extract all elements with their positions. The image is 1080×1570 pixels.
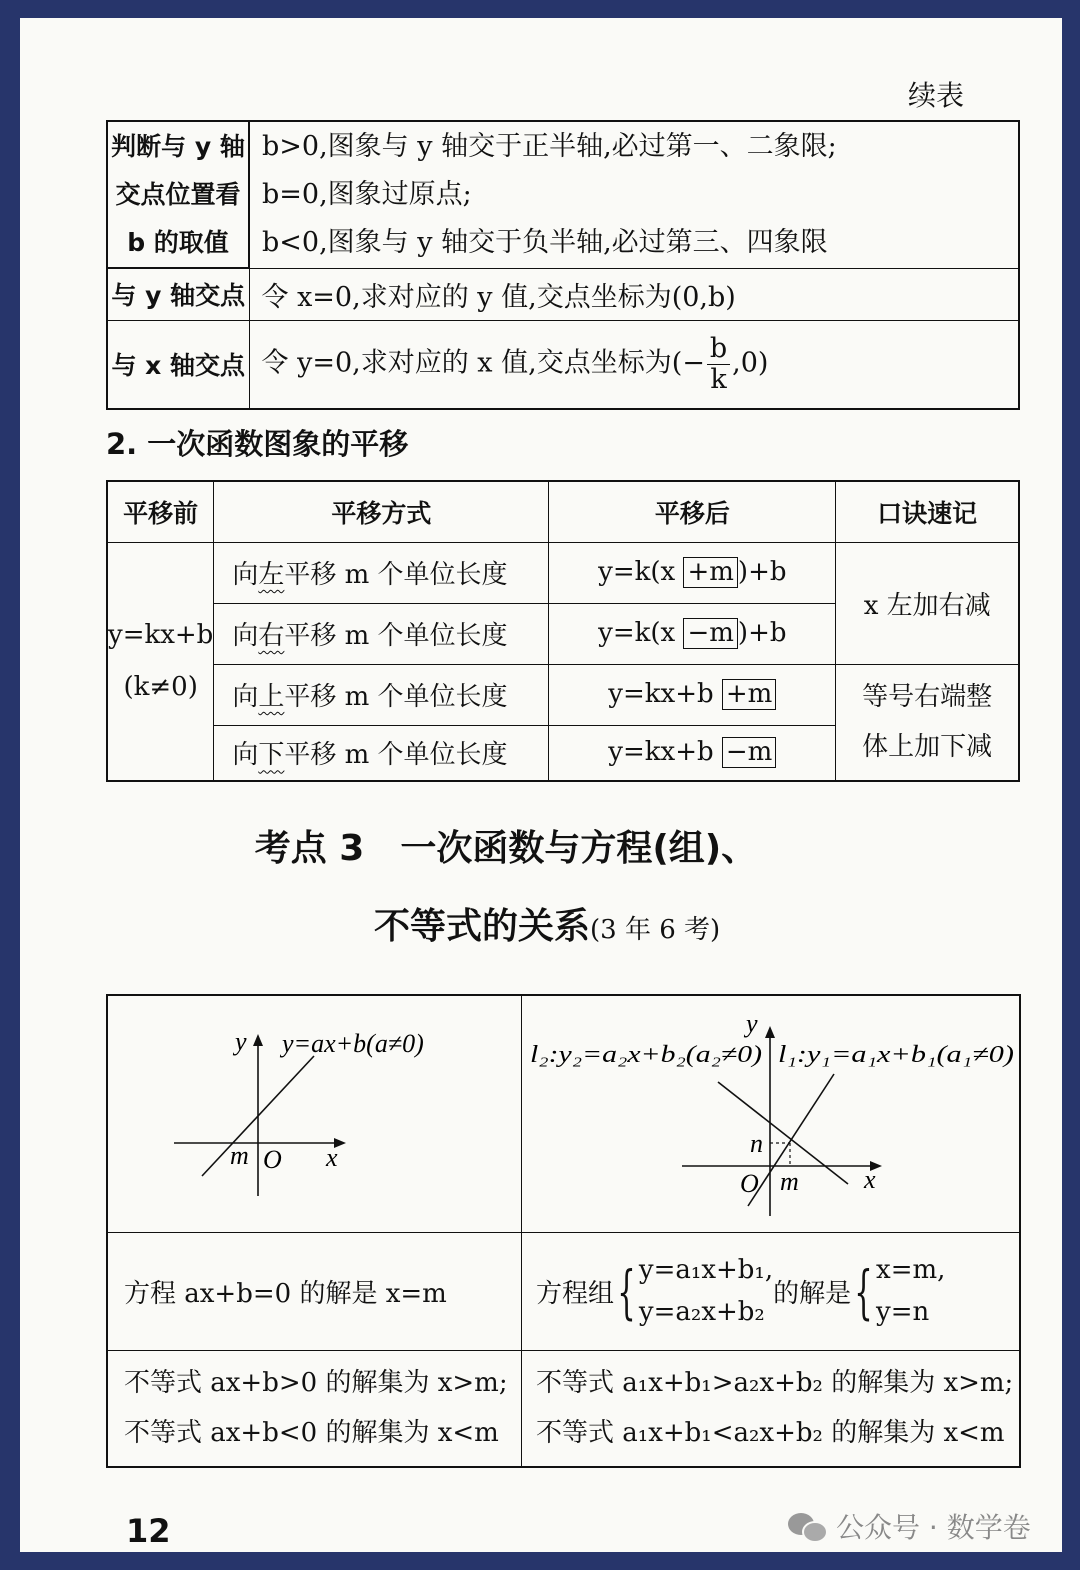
equation-text: 的解是 <box>773 1279 852 1309</box>
wechat-icon <box>788 1511 828 1541</box>
title-note: (3 年 6 考) <box>590 915 721 945</box>
method-up <box>214 664 549 725</box>
content-text: ,0) <box>732 347 769 379</box>
fraction-denominator: k <box>710 363 727 395</box>
system-eq2: y=a₂x+b₂ <box>638 1296 765 1327</box>
direction-word: 左 <box>258 560 285 590</box>
table-translation <box>106 480 1020 782</box>
content-line: b>0,图象与 y 轴交于正半轴,必过第一、二象限; <box>262 130 837 162</box>
boxed-term: +m <box>722 679 776 710</box>
mnemonic-line: 等号右端整 <box>862 682 993 713</box>
left-brace: { <box>854 1257 873 1326</box>
method-text: 向 <box>232 560 259 590</box>
inequality-line: 不等式 a₁x+b₁>a₂x+b₂ 的解集为 x>m; <box>536 1368 1014 1399</box>
direction-word: 下 <box>258 740 285 771</box>
method-text: 向 <box>232 682 259 712</box>
system-eq1: y=a₁x+b₁, <box>638 1254 774 1285</box>
equation-text: 方程组 <box>536 1279 615 1309</box>
before-formula <box>107 542 214 781</box>
method-left <box>214 542 549 603</box>
result-up <box>549 664 836 725</box>
label-line: 交点位置看 <box>115 179 241 209</box>
solution-system <box>876 1250 945 1333</box>
formula-line: y=kx+b <box>108 620 214 651</box>
method-text: 向 <box>232 740 259 771</box>
y-axis-arrow <box>765 1026 775 1038</box>
y-label: y <box>235 1027 247 1056</box>
row-b-content <box>249 121 1019 268</box>
graph-right <box>522 996 1019 1232</box>
inequality-line: 不等式 ax+b>0 的解集为 x>m; <box>124 1368 508 1399</box>
table-intersection <box>106 120 1020 410</box>
m-label: m <box>780 1167 799 1196</box>
header-before: 平移前 <box>107 481 214 542</box>
graph-left-cell <box>107 995 522 1233</box>
inequality-line: 不等式 a₁x+b₁<a₂x+b₂ 的解集为 x<m <box>536 1418 1005 1449</box>
fraction-numerator: b <box>707 334 730 365</box>
direction-word: 右 <box>258 621 285 651</box>
title-text: 考点 3 一次函数与方程(组)、 <box>254 828 758 869</box>
inequality-right <box>522 1351 1021 1467</box>
method-text: 向 <box>232 621 259 651</box>
boxed-term: −m <box>722 737 776 768</box>
content-text: 令 y=0,求对应的 x 值,交点坐标为(− <box>261 347 705 379</box>
label-line: b 的取值 <box>127 227 229 257</box>
result-down <box>549 725 836 781</box>
method-down <box>214 725 549 781</box>
fraction <box>707 334 730 394</box>
result-right <box>549 603 836 664</box>
origin-label: O <box>740 1169 759 1198</box>
watermark-text: 公众号 · 数学卷 <box>836 1511 1031 1544</box>
content-line: b<0,图象与 y 轴交于负半轴,必过第三、四象限 <box>262 226 828 258</box>
row-y-intercept-content: 令 x=0,求对应的 y 值,交点坐标为(0,b) <box>249 268 1019 320</box>
section-3-title-line1 <box>20 820 1062 871</box>
header-method: 平移方式 <box>214 481 549 542</box>
table-equations <box>106 994 1021 1468</box>
result-text: )+b <box>737 557 787 588</box>
method-text: 平移 m 个单位长度 <box>284 560 508 590</box>
method-text: 平移 m 个单位长度 <box>284 682 508 712</box>
page <box>20 18 1062 1552</box>
x-label: x <box>864 1165 876 1194</box>
section-2-title: 2. 一次函数图象的平移 <box>106 427 409 461</box>
title-text: 不等式的关系 <box>374 906 591 947</box>
header-after: 平移后 <box>549 481 836 542</box>
x-label: x <box>326 1143 338 1172</box>
method-text: 平移 m 个单位长度 <box>284 740 508 771</box>
result-text: y=kx+b <box>608 737 714 768</box>
line-label: y=ax+b(a≠0) <box>282 1029 424 1058</box>
content-line: b=0,图象过原点; <box>262 178 472 210</box>
equation-system <box>639 1250 773 1333</box>
result-text: y=k(x <box>598 618 676 649</box>
boxed-term: −m <box>683 618 737 649</box>
result-left <box>549 542 836 603</box>
row-b-label <box>107 121 249 268</box>
result-text: y=k(x <box>598 557 676 588</box>
page-number: 12 <box>126 1512 171 1550</box>
inequality-left <box>107 1351 522 1467</box>
row-x-intercept-content <box>249 320 1019 409</box>
direction-word: 上 <box>258 682 285 712</box>
mnemonic-vertical <box>836 664 1019 781</box>
header-mnemonic: 口诀速记 <box>836 481 1019 542</box>
method-text: 平移 m 个单位长度 <box>284 621 508 651</box>
mnemonic-line: 体上加下减 <box>862 732 993 763</box>
result-text: )+b <box>737 618 787 649</box>
equation-left: 方程 ax+b=0 的解是 x=m <box>107 1233 522 1351</box>
method-right <box>214 603 549 664</box>
inequality-line: 不等式 ax+b<0 的解集为 x<m <box>124 1418 499 1449</box>
solution-y: y=n <box>876 1296 930 1327</box>
equation-right <box>522 1233 1021 1351</box>
formula-line: (k≠0) <box>123 672 198 703</box>
graph-right-cell <box>522 995 1021 1233</box>
label-line: 判断与 y 轴 <box>111 131 245 161</box>
result-text: y=kx+b <box>608 679 714 710</box>
mnemonic-horizontal: x 左加右减 <box>836 542 1019 664</box>
section-3-title-line2 <box>374 898 720 949</box>
left-brace: { <box>617 1257 636 1326</box>
y-axis-arrow <box>253 1034 263 1046</box>
n-label: n <box>750 1129 763 1158</box>
boxed-term: +m <box>683 557 737 588</box>
l2-label: l₂:y₂=a₂x+b₂(a₂≠0) <box>530 1042 763 1068</box>
row-y-intercept-label: 与 y 轴交点 <box>107 268 249 320</box>
graph-left <box>108 996 521 1232</box>
m-label: m <box>230 1141 249 1170</box>
l1-label: l₁:y₁=a₁x+b₁(a₁≠0) <box>778 1042 1015 1068</box>
continued-label: 续表 <box>908 79 965 112</box>
watermark <box>788 1506 1031 1546</box>
y-label: y <box>746 1009 758 1038</box>
solution-x: x=m, <box>876 1254 946 1285</box>
origin-label: O <box>263 1145 282 1174</box>
row-x-intercept-label: 与 x 轴交点 <box>107 320 249 409</box>
